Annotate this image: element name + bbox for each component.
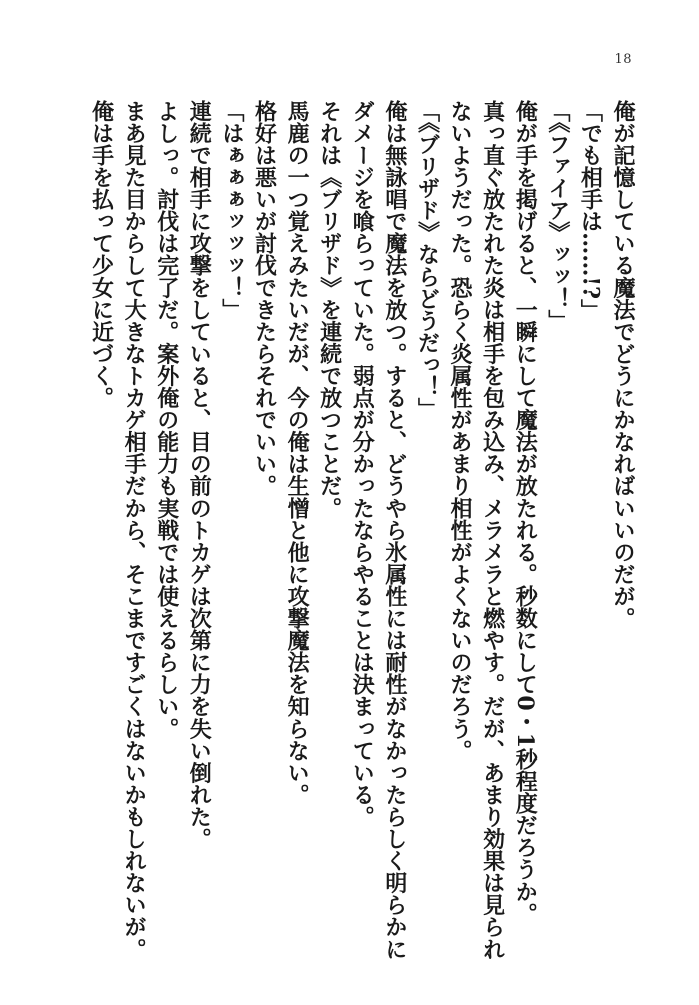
text-line-12: 格好は悪いが討伐できたらそれでいい。 (251, 100, 278, 497)
text-line-17: 俺は手を払って少女に近づく。 (88, 100, 115, 409)
text-line-9: ダメージを喰らっていた。弱点が分かったならやることは決まっている。 (349, 100, 376, 828)
text-line-16: まあ見た目からして大きなトカゲ相手だから、そこまですごくはないかもしれないが。 (121, 100, 148, 960)
text-line-4: 俺が手を掲げると、一瞬にして魔法が放たれる。秒数にして0・1秒程度だろうか。 (512, 100, 539, 925)
text-line-13: 「はぁぁぁッッッ！」 (218, 100, 245, 321)
text-line-1: 俺が記憶している魔法でどうにかなればいいのだが。 (610, 100, 636, 630)
text-line-2: 「でも相手は……!?」 (577, 100, 604, 322)
text-line-8: 俺は無詠唱で魔法を放つ。すると、どうやら氷属性には耐性がなかったらしく明らかに (381, 100, 408, 960)
text-line-15: よしっ。討伐は完了だ。案外俺の能力も実戦では使えるらしい。 (153, 100, 180, 740)
page-number: 18 (614, 52, 632, 67)
text-line-14: 連続で相手に攻撃をしていると、目の前のトカゲは次第に力を失い倒れた。 (186, 100, 213, 850)
text-line-6: ないようだった。恐らく炎属性があまり相性がよくないのだろう。 (447, 100, 474, 762)
text-line-10: それは《ブリザド》を連続で放つことだ。 (316, 100, 343, 519)
text-line-5: 真っ直ぐ放たれた炎は相手を包み込み、メラメラと燃やす。だが、あまり効果は見られ (479, 100, 506, 960)
text-line-3: 「《ファイア》ッッ！」 (544, 100, 571, 332)
text-line-11: 馬鹿の一つ覚えみたいだが、今の俺は生憎と他に攻撃魔法を知らない。 (284, 100, 311, 806)
body-text (49, 100, 639, 960)
text-line-7: 「《ブリザド》ならどうだっ！」 (414, 100, 441, 420)
